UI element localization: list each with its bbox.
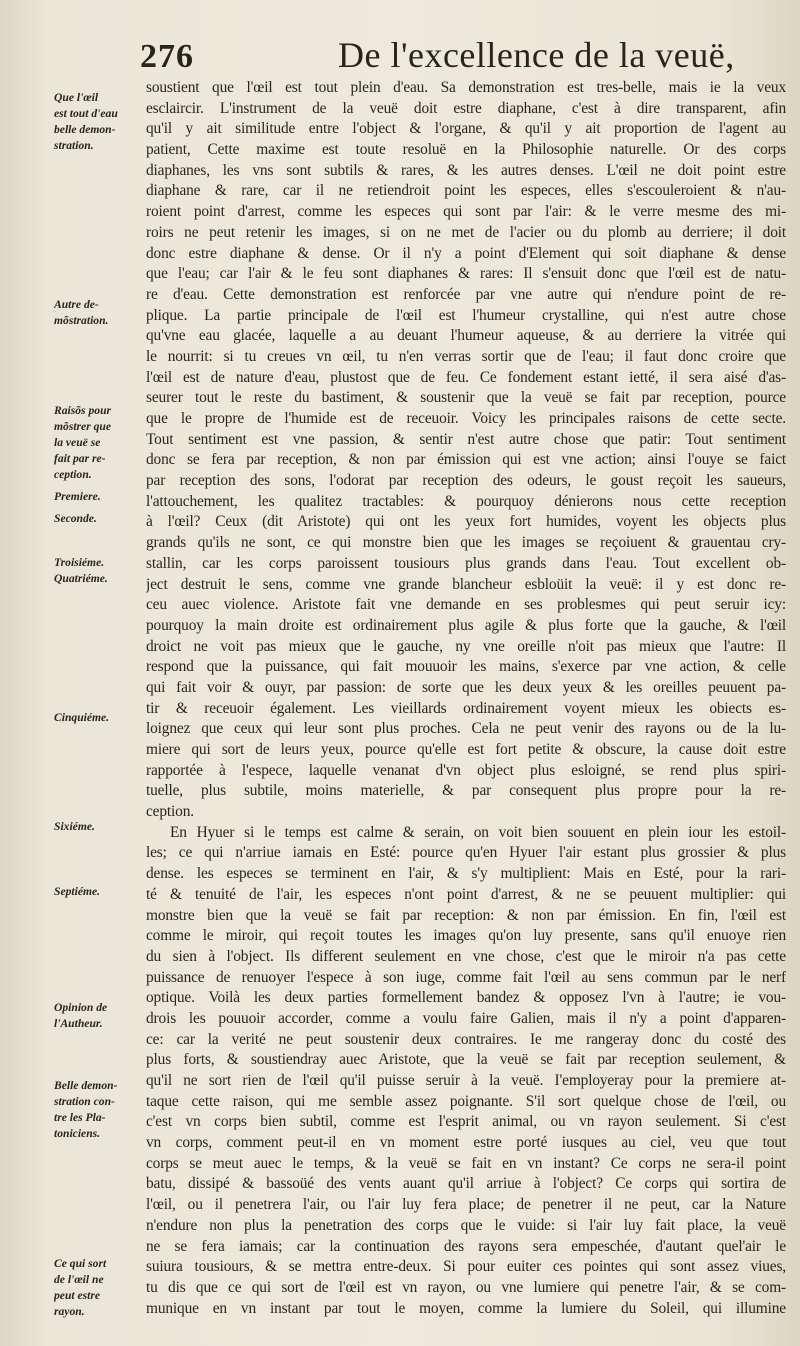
margin-note-line: Ce qui sort	[54, 1257, 107, 1270]
text-line: puissance de renuoyer l'espece à son iuge, comme fait l'œil au sens commun par le nerf	[146, 968, 786, 986]
margin-note-line: tre les Pla-	[54, 1111, 106, 1124]
page-header	[140, 30, 780, 82]
text-line: suiura tousiours, & se mettra entre-deux. Si pour euiter ces pointes qui sont assez viues,	[146, 1258, 786, 1276]
margin-note-line: mõstration.	[54, 314, 109, 327]
text-line: munique en vn instant par tout le moyen, comme la lumiere du Soleil, qui illumine	[146, 1299, 786, 1317]
text-line: donc se fera par reception, & non par émission qui est vne action; ainsi l'ouye se faict	[146, 451, 786, 469]
text-line: patient, Cette maxime est toute resoluë en la Philosophie naturelle. Or des corps	[146, 141, 786, 159]
margin-note-line: Que l'œil	[54, 91, 99, 104]
text-line: que le propre de l'humide est de receuoir. Voicy les principales raisons de cette secte.	[146, 410, 786, 427]
margin-note-6	[54, 819, 146, 835]
margin-note-line: Troisiéme.	[54, 556, 105, 569]
text-line: n'endure non plus la penetration des corps que le vuide: si l'air luy fait place, la veuë	[146, 1216, 786, 1234]
text-line: ject destruit le sens, comme vne grande blancheur esbloüit la veuë: il y est donc re-	[146, 575, 786, 593]
text-line: rapportée à l'espece, laquelle venanat d'vn object plus esloigné, se rend plus spiri-	[146, 761, 786, 779]
margin-note-3	[54, 403, 146, 527]
text-line: à l'œil? Ceux (dit Aristote) qui ont les yeux fort humides, voyent les objects plus	[146, 513, 786, 531]
text-line: corps se meut auec le temps, & la veuë se fait en vn instant? Ce corps ne sera-il point	[146, 1154, 786, 1172]
margin-note-line: l'Autheur.	[54, 1017, 103, 1030]
margin-note-2	[54, 297, 146, 329]
margin-note-4	[54, 555, 146, 587]
text-line: donc estre diaphane & dense. Or il n'y a point d'Element qui soit diaphane & dense	[146, 244, 786, 262]
text-line: drois les pouuoir accorder, comme a voulu faire Galien, mais il n'y a point d'apparen-	[146, 1009, 786, 1027]
text-line: que l'eau; car l'air & le feu sont diaphanes & rares: Il s'ensuit donc que l'œil est de natu-	[146, 265, 786, 283]
margin-note-line: Sixiéme.	[54, 820, 95, 833]
margin-note-line: Seconde.	[54, 512, 97, 525]
margin-note-line: mõstrer que	[54, 420, 112, 433]
text-line: comme le miroir, qui reçoit toutes les images qu'on luy presente, sans qu'il enuoye rien	[146, 927, 786, 945]
text-line: taque cette raison, qui me semble assez poignante. S'il sort quelque chose de l'œil, ou	[146, 1092, 786, 1110]
margin-note-line: Belle demon-	[54, 1079, 118, 1092]
margin-note-line: rayon.	[54, 1305, 85, 1318]
margin-note-line: belle demon-	[54, 123, 116, 136]
text-line: tir & receuoir également. Les vieillards ordinairement voyent mieux les obiects es-	[146, 699, 786, 717]
text-line: En Hyuer si le temps est calme & serain, on voit bien souuent en plein iour les estoil-	[170, 823, 786, 841]
text-line: qu'il y ait similitude entre l'object & l'organe, & qu'il y ait proportion de l'agent au	[146, 120, 786, 138]
margin-note-line: stration.	[54, 139, 94, 152]
text-line: soustient que l'œil est tout plein d'eau. Sa demonstration est tres-belle, mais ie la veux	[146, 79, 786, 96]
text-line: ce: car la verité ne peut soustenir deux contraires. Ie me rangeray donc du costé des	[146, 1030, 786, 1048]
margin-note-8	[54, 1000, 146, 1032]
text-line: l'attouchement, les qualitez tractables: & pourquoy dénierons nous cette reception	[146, 492, 786, 510]
page-number: 276	[140, 38, 194, 75]
margin-note-line: la veuë se	[54, 436, 101, 449]
text-line: qu'vne eau glacée, laquelle a au deuant l'humeur aqueuse, & au derriere la vitrée qui	[146, 327, 786, 345]
text-line: stallin, car les corps paroissent tousiours plus grands dans l'eau. Tout excellent ob-	[146, 554, 786, 572]
margin-note-line: stration con-	[54, 1095, 115, 1108]
text-line: les; ce qui n'arriue iamais en Esté: pource qu'en Hyuer l'air estant plus grossier & plus	[146, 844, 786, 862]
text-line: plus forts, & soustiendray auec Aristote, que la veuë se fait par reception seulement, &	[146, 1051, 786, 1069]
text-line: qu'il ne sort rien de l'œil qu'il puisse seruir à la veuë. I'employeray pour la premiere at-	[146, 1072, 786, 1089]
text-line: roient point d'arrest, comme les especes qui sont par l'air: & le verre mesme des mi-	[146, 203, 786, 221]
margin-note-line: Raisõs pour	[54, 404, 112, 417]
body-text	[146, 78, 786, 1319]
margin-note-line: peut estre	[54, 1289, 101, 1302]
text-line: miere qui sort de leurs yeux, pource qu'elle est fort petite & obscure, la cause doit estre	[146, 741, 786, 758]
text-line: pourquoy la main droite est ordinairement plus agile & plus forte que la gauche, & l'œil	[146, 616, 786, 634]
text-line: qui fait voir & ouyr, par passion: de sorte que les deux yeux & les oreilles peuuent pa-	[146, 678, 786, 696]
margin-note-line: Cinquiéme.	[54, 711, 110, 724]
text-line: c'est vn corps bien subtil, comme est l'esprit animal, ou vn rayon seulement. Si c'est	[146, 1113, 786, 1131]
text-line: grands qu'ils ne sont, ce qui monstre bien que les images se reçoiuent & grauentau cry-	[146, 534, 786, 552]
text-line: du sien à l'object. Ils different seulement en vne chose, c'est que le miroir n'a pas cette	[146, 947, 786, 965]
margin-note-5	[54, 710, 146, 726]
text-line: ception.	[146, 803, 194, 821]
text-line: l'œil est de nature d'eau, plustost que de feu. Ce fondement estant ietté, il sera aisé d'as-	[146, 368, 786, 386]
margin-note-line: toniciens.	[54, 1127, 101, 1140]
text-line: Tout sentiment est vne passion, & sentir n'est autre chose que patir: Tout sentiment	[146, 430, 786, 448]
text-line: tuelle, plus subtile, moins materielle, & par consequent plus propre pour la re-	[146, 782, 786, 800]
text-line: diaphane & rare, car il ne retiendroit point les especes, elles s'escouleroient & n'au-	[146, 182, 786, 200]
text-line: vn corps, comment peut-il en vn moment estre porté iusques au ciel, veu que tout	[146, 1134, 786, 1152]
margin-note-line: de l'œil ne	[54, 1273, 104, 1286]
margin-note-line: Quatriéme.	[54, 572, 108, 585]
text-line: batu, dissipé & bassoüé des vents auant qu'il arriue à l'object? Ce corps qui sortira de	[146, 1175, 786, 1193]
text-line: re d'eau. Cette demonstration est renforcée par vne autre qui n'endure point de re-	[146, 285, 786, 303]
running-title: De l'excellence de la veuë,	[338, 35, 735, 75]
margin-note-line: fait par re-	[54, 452, 106, 465]
margin-note-1	[54, 90, 146, 154]
text-line: seurer tout le reste du bastiment, & soustenir que la veuë se fait par reception, pource	[146, 389, 786, 407]
text-line: roirs ne peut retenir les images, si on ne met de l'acier ou du plomb au derriere; il doit	[146, 223, 786, 241]
text-line: plique. La partie principale de l'œil est l'humeur crystalline, qui n'est autre chose	[146, 306, 786, 324]
margin-note-line: Septiéme.	[54, 885, 101, 898]
margin-note-line: Premiere.	[54, 490, 101, 503]
text-line: optique. Voilà les deux parties formellement bandez & opposez l'vn à l'autre; ie vou-	[146, 989, 786, 1007]
text-line: par reception des sons, l'odorat par reception des odeurs, le goust reçoit les saueurs,	[146, 472, 786, 490]
text-line: diaphanes, les vns sont subtils & rares, & les autres denses. L'œil ne doit point estre	[146, 161, 786, 179]
margin-note-7	[54, 884, 146, 900]
text-line: ceu auec violence. Aristote fait vne demande en ses problesmes qui peut seruir icy:	[146, 596, 786, 614]
margin-note-9	[54, 1078, 146, 1142]
margin-note-line: est tout d'eau	[54, 107, 118, 120]
margin-note-line: ception.	[54, 468, 92, 481]
text-line: l'œil, ou il penetrera l'air, ou l'air luy fera place; de penetrer il ne peut, car la Nature	[146, 1196, 786, 1214]
text-line: ne se fera iamais; car la continuation des rayons sera empeschée, d'autant quel'air le	[146, 1237, 786, 1255]
text-line: dense. les especes se terminent en l'air, & s'y multiplient: Mais en Esté, pour la rari-	[146, 865, 786, 883]
text-line: loignez que ceux qui leur sont plus proches. Cela ne peut venir des rayons ou de la lu-	[146, 720, 786, 738]
text-line: esclaircir. L'instrument de la veuë doit estre diaphane, c'est à dire transparent, afin	[146, 99, 786, 117]
margin-note-line: Autre de-	[54, 298, 99, 311]
text-line: respond que la puissance, qui fait mouuoir les mains, s'exerce par vne action, & celle	[146, 658, 786, 676]
text-line: le nourrit: si tu creues vn œil, tu n'en verras sortir que de l'eau; il faut donc croire que	[146, 347, 786, 365]
text-line: tu dis que ce qui sort de l'œil est vn rayon, ou vne lumiere qui penetre l'air, & se com-	[146, 1278, 786, 1296]
text-line: monstre bien que la veuë se fait par reception: & non par émission. En fin, l'œil est	[146, 906, 786, 924]
text-line: té & tenuité de l'air, les especes n'ont point d'arrest, & ne se peuuent multiplier: qui	[146, 885, 786, 903]
text-line: droict ne voit pas mieux que le gauche, ny vne oreille n'oit pas mieux que l'autre: Il	[146, 637, 786, 655]
margin-note-10	[54, 1256, 146, 1320]
margin-note-line: Opinion de	[54, 1001, 108, 1014]
